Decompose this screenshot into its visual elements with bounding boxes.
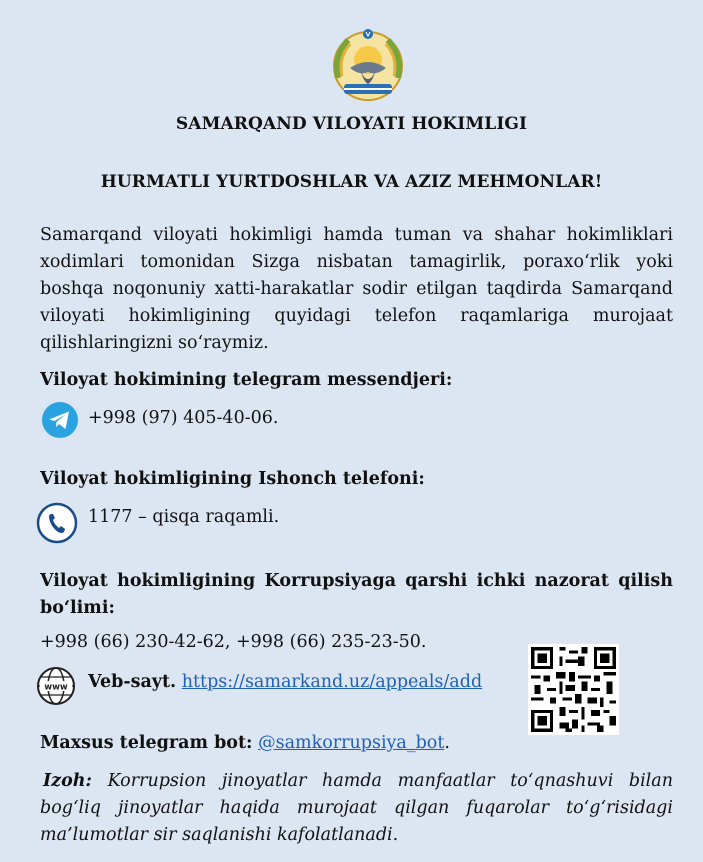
trust-phone-heading: Viloyat hokimligining Ishonch telefoni: <box>40 469 425 489</box>
anticorruption-heading: Viloyat hokimligining Korrupsiyaga qarshi ichki nazorat qilish bo‘limi: <box>40 571 673 618</box>
note-text: Korrupsion jinoyatlar hamda manfaatlar to‘qnashuvi bilan bog‘liq jinoyatlar haqida murojaat qilgan fuqarolar to‘g‘risidagi ma’lumotlar sir saqlanishi kafolatlanadi. <box>40 771 673 845</box>
telegram-icon <box>41 401 79 439</box>
svg-text:www: www <box>44 682 68 693</box>
telegram-bot-label: Maxsus telegram bot: <box>40 733 253 753</box>
qr-code <box>528 644 619 735</box>
telegram-phone[interactable]: +998 (97) 405-40-06. <box>88 408 279 428</box>
anticorruption-phones[interactable]: +998 (66) 230-42-62, +998 (66) 235-23-50. <box>40 632 427 652</box>
website-line <box>88 672 482 692</box>
phone-icon <box>36 502 78 544</box>
website-link[interactable]: https://samarkand.uz/appeals/add <box>181 672 483 692</box>
organization-title: SAMARQAND VILOYATI HOKIMLIGI <box>175 114 528 134</box>
note-paragraph <box>40 768 673 849</box>
telegram-bot-link[interactable]: @samkorrupsiya_bot <box>258 733 445 753</box>
website-label: Veb-sayt. <box>88 672 177 692</box>
note-label: Izoh: <box>43 771 92 791</box>
telegram-bot-suffix: . <box>444 733 450 753</box>
intro-paragraph: Samarqand viloyati hokimligi hamda tuman va shahar hokimliklari xodimlari tomonidan Sizga nisbatan tamagirlik, poraxo‘rlik yoki boshqa noqonuniy xatti-harakatlar sodir etilgan taqdirda Samarqand viloyati hokimligining quyidagi telefon raqamlariga murojaat qilishlaringizni so‘raymiz. <box>40 225 673 353</box>
globe-www-icon <box>36 666 76 706</box>
telegram-bot-line <box>40 733 450 753</box>
greeting-title: HURMATLI YURTDOSHLAR VA AZIZ MEHMONLAR! <box>100 172 603 192</box>
uzbekistan-emblem-icon <box>330 26 406 102</box>
telegram-heading: Viloyat hokimining telegram messendjeri: <box>40 370 453 390</box>
trust-phone-number[interactable]: 1177 – qisqa raqamli. <box>88 507 280 527</box>
